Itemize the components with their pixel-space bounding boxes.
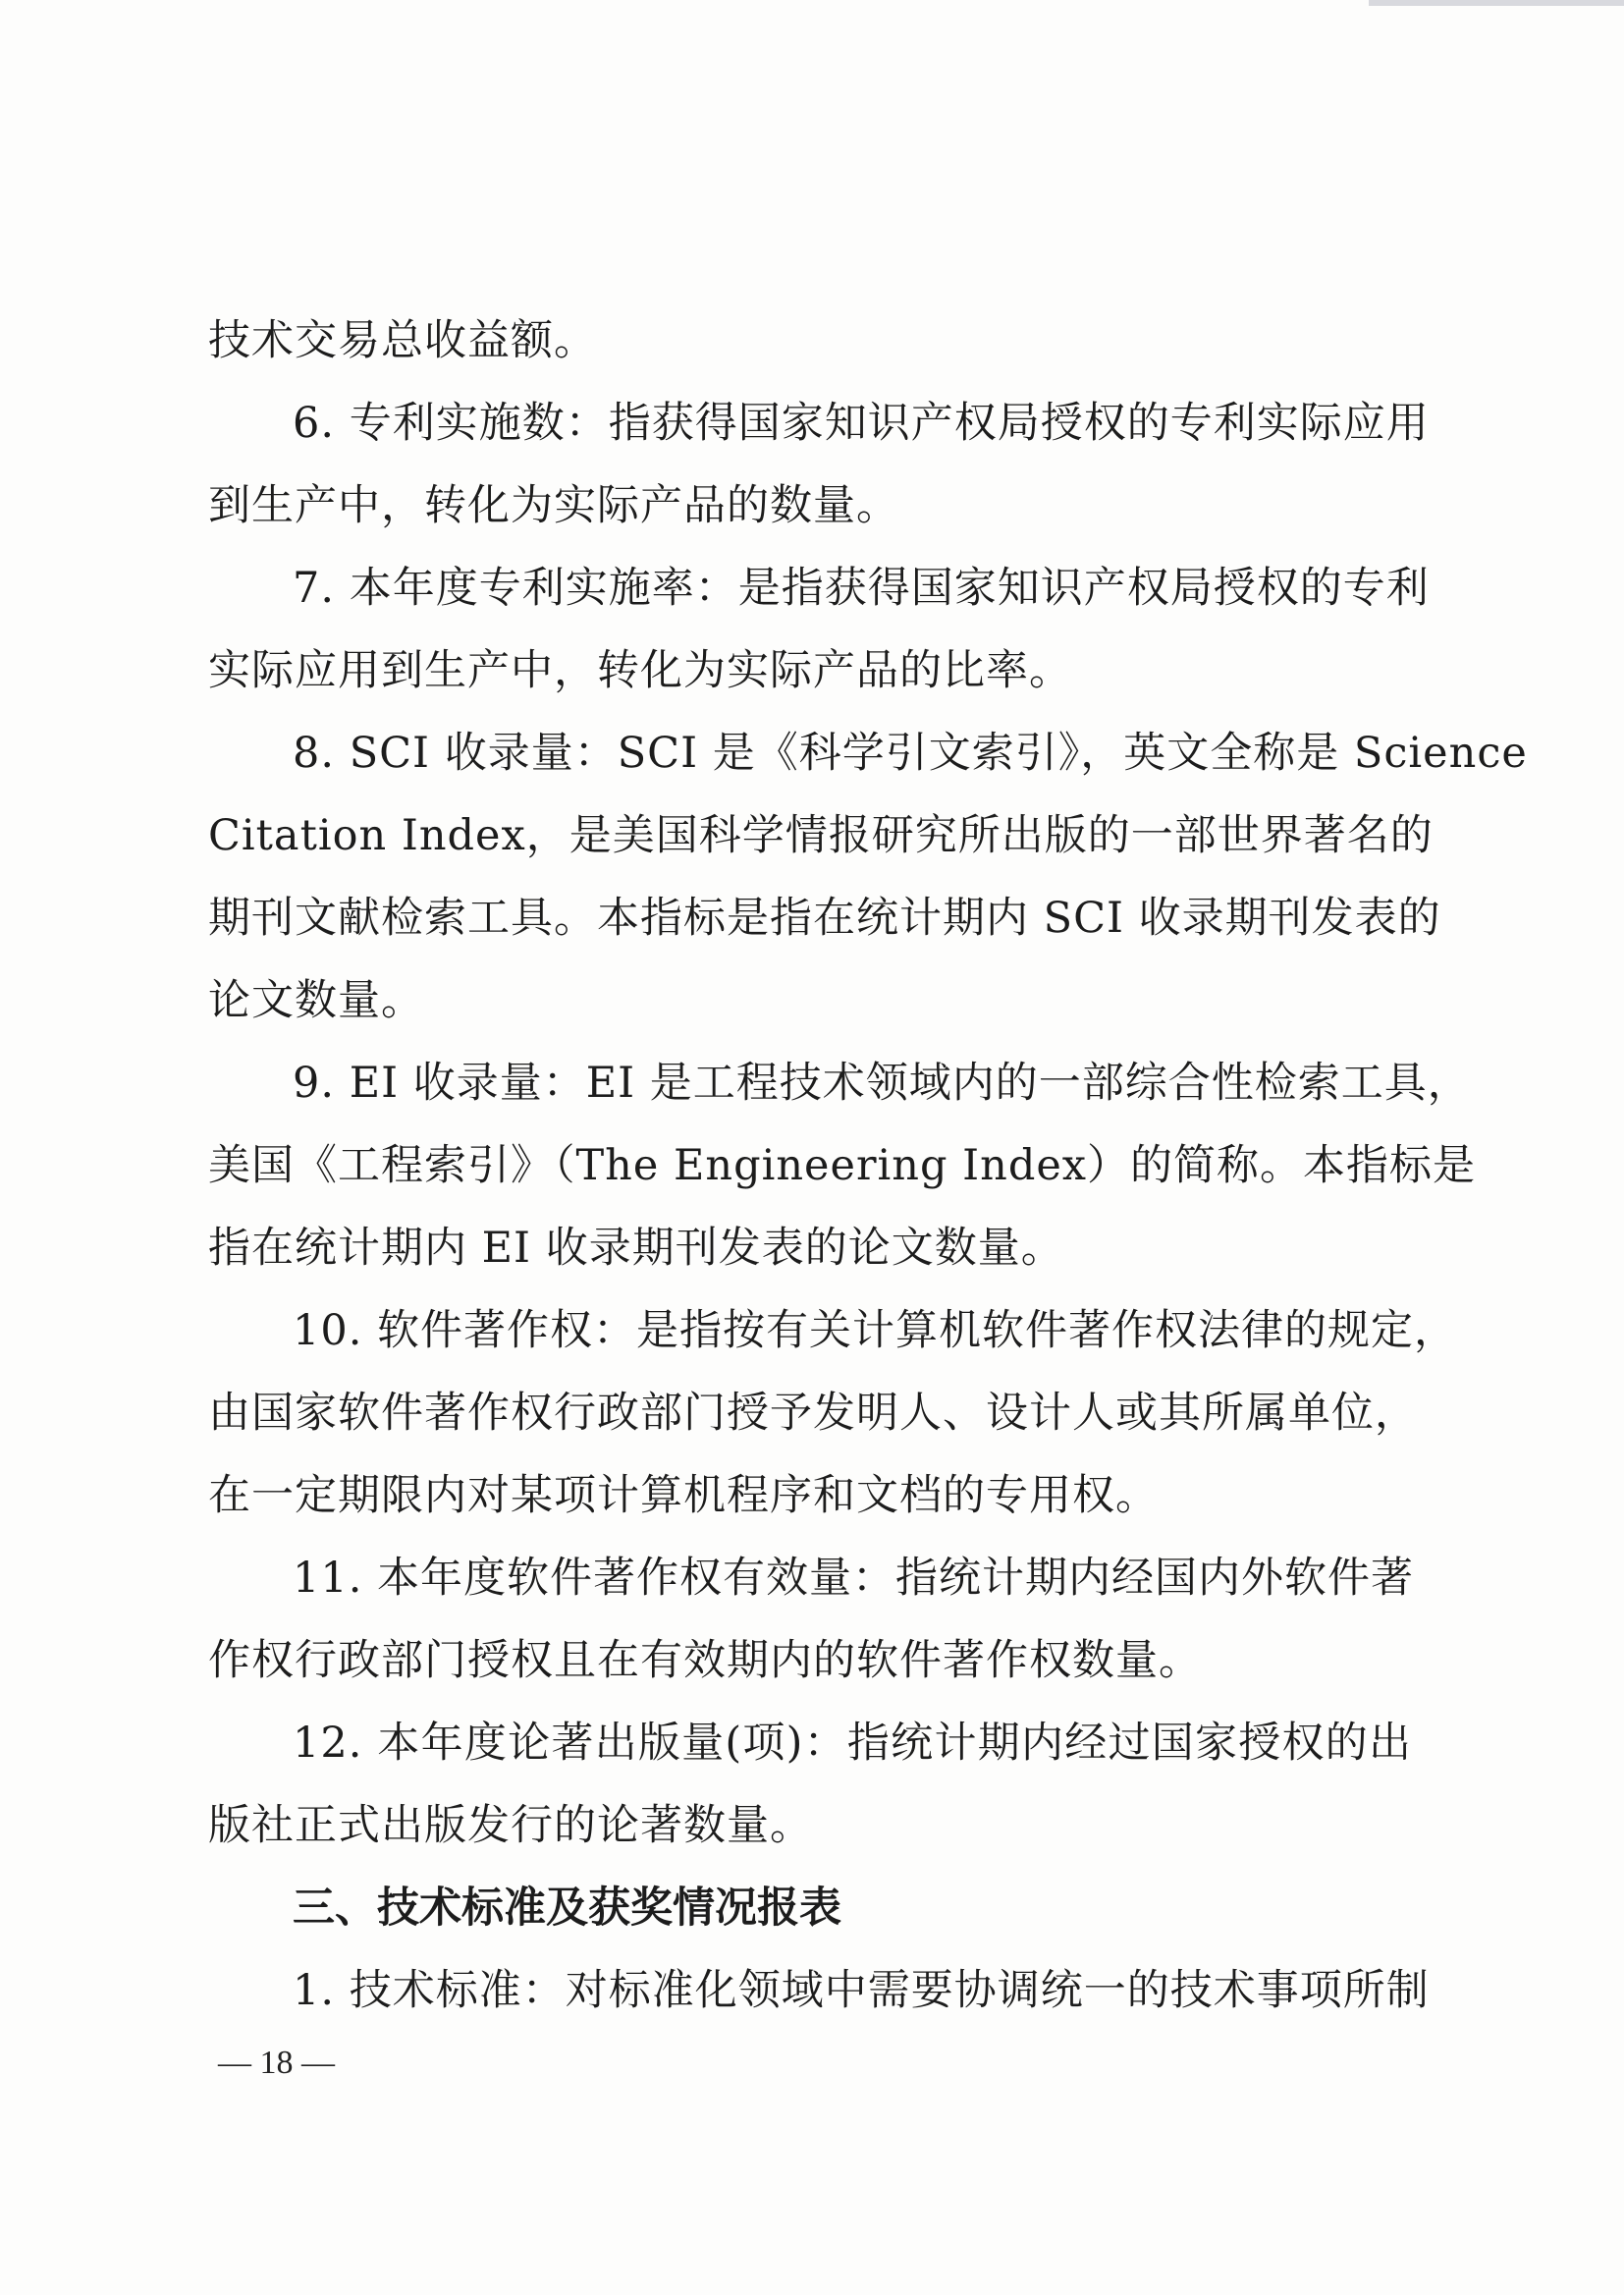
document-body bbox=[208, 300, 1528, 2032]
paragraph-line: 实际应用到生产中，转化为实际产品的比率。 bbox=[208, 646, 1072, 695]
paragraph-line: 论文数量。 bbox=[208, 976, 424, 1025]
paragraph-line: 由国家软件著作权行政部门授予发明人、设计人或其所属单位， bbox=[208, 1389, 1418, 1438]
paragraph-line: 6. 专利实施数：指获得国家知识产权局授权的专利实际应用 bbox=[293, 399, 1430, 448]
paragraph-line: 11. 本年度软件著作权有效量：指统计期内经国内外软件著 bbox=[293, 1554, 1415, 1603]
page-number: — 18 — bbox=[218, 2045, 335, 2081]
paragraph-line: 10. 软件著作权：是指按有关计算机软件著作权法律的规定， bbox=[293, 1306, 1458, 1355]
paragraph-line: 版社正式出版发行的论著数量。 bbox=[208, 1801, 813, 1850]
paragraph-line: 在一定期限内对某项计算机程序和文档的专用权。 bbox=[208, 1471, 1159, 1520]
paragraph-line: 到生产中，转化为实际产品的数量。 bbox=[208, 481, 899, 530]
paragraph-line: 指在统计期内 EI 收录期刊发表的论文数量。 bbox=[208, 1224, 1064, 1273]
paragraph-line: Citation Index，是美国科学情报研究所出版的一部世界著名的 bbox=[208, 811, 1434, 860]
paragraph-line: 8. SCI 收录量：SCI 是《科学引文索引》，英文全称是 Science bbox=[293, 729, 1528, 778]
scan-edge-mark bbox=[1369, 0, 1624, 6]
paragraph-line: 技术交易总收益额。 bbox=[208, 316, 597, 365]
paragraph-line: 美国《工程索引》（The Engineering Index）的简称。本指标是 bbox=[208, 1141, 1477, 1190]
paragraph-line: 9. EI 收录量：EI 是工程技术领域内的一部综合性检索工具， bbox=[293, 1059, 1471, 1108]
paragraph-line: 7. 本年度专利实施率：是指获得国家知识产权局授权的专利 bbox=[293, 564, 1430, 613]
paragraph-line: 1. 技术标准：对标准化领域中需要协调统一的技术事项所制 bbox=[293, 1966, 1430, 2015]
paragraph-line: 期刊文献检索工具。本指标是指在统计期内 SCI 收录期刊发表的 bbox=[208, 894, 1441, 943]
paragraph-line: 12. 本年度论著出版量(项)：指统计期内经过国家授权的出 bbox=[293, 1719, 1412, 1768]
paragraph-line: 作权行政部门授权且在有效期内的软件著作权数量。 bbox=[208, 1636, 1202, 1685]
section-heading: 三、技术标准及获奖情况报表 bbox=[293, 1884, 841, 1933]
